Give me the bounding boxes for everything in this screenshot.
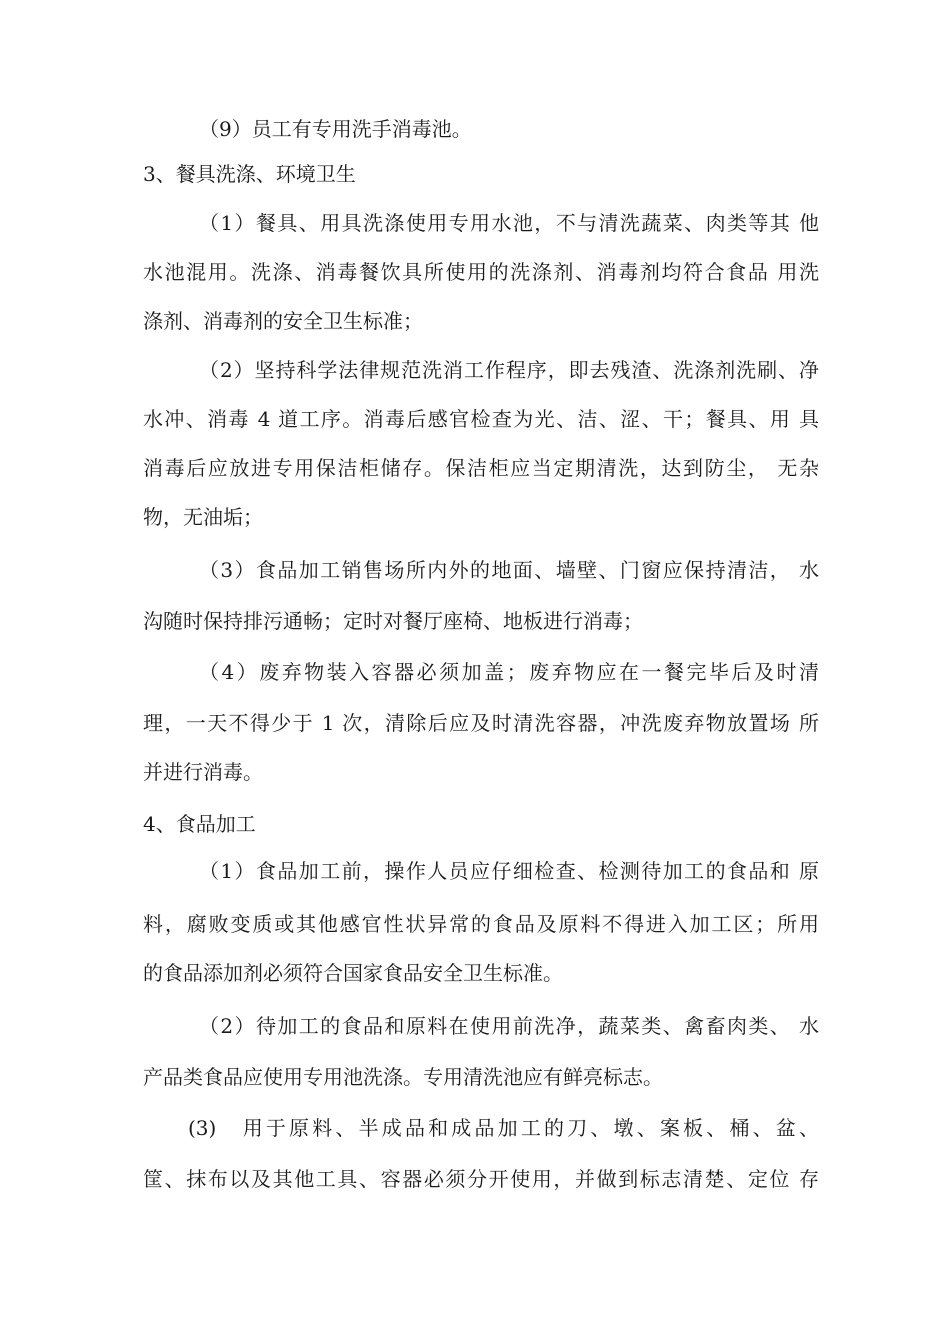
paragraph-line: （2）待加工的食品和原料在使用前洗净，蔬菜类、禽畜肉类、 水 [199,1014,819,1038]
paragraph-line: 理，一天不得少于 1 次，清除后应及时清洗容器，冲洗废弃物放置场 所 [143,711,819,735]
paragraph-line: 水池混用。洗涤、消毒餐饮具所使用的洗涤剂、消毒剂均符合食品 用洗 [143,260,819,284]
section-heading: 4、食品加工 [143,812,256,836]
paragraph-line: 的食品添加剂必须符合国家食品安全卫生标准。 [143,961,563,985]
paragraph-line: 并进行消毒。 [143,760,263,784]
paragraph-line: （4）废弃物装入容器必须加盖；废弃物应在一餐完毕后及时清 [199,660,819,684]
paragraph-line: 筐、抹布以及其他工具、容器必须分开使用，并做到标志清楚、定位 存 [143,1167,819,1191]
paragraph-line: （1）食品加工前，操作人员应仔细检查、检测待加工的食品和 原 [199,859,819,883]
section-heading: 3、餐具洗涤、环境卫生 [143,162,356,186]
paragraph-line: 水冲、消毒 4 道工序。消毒后感官检查为光、洁、涩、干；餐具、用 具 [143,407,819,431]
paragraph-line: (3) 用于原料、半成品和成品加工的刀、墩、案板、桶、盆、 [188,1116,819,1140]
paragraph-line: 产品类食品应使用专用池洗涤。专用清洗池应有鲜亮标志。 [143,1065,663,1089]
paragraph-line: 消毒后应放进专用保洁柜储存。保洁柜应当定期清洗，达到防尘， 无杂 [143,456,819,480]
paragraph-line: 沟随时保持排污通畅；定时对餐厅座椅、地板进行消毒； [143,609,643,633]
paragraph-line: （9）员工有专用洗手消毒池。 [199,117,472,141]
paragraph-line: （2）坚持科学法律规范洗消工作程序，即去残渣、洗涤剂洗刷、净 [199,358,819,382]
paragraph-line: （3）食品加工销售场所内外的地面、墙壁、门窗应保持清洁， 水 [199,558,819,582]
paragraph-line: （1）餐具、用具洗涤使用专用水池，不与清洗蔬菜、肉类等其 他 [199,211,819,235]
paragraph-line: 物，无油垢； [143,505,263,529]
paragraph-line: 涤剂、消毒剂的安全卫生标准； [143,309,423,333]
paragraph-line: 料，腐败变质或其他感官性状异常的食品及原料不得进入加工区；所用 [143,912,819,936]
